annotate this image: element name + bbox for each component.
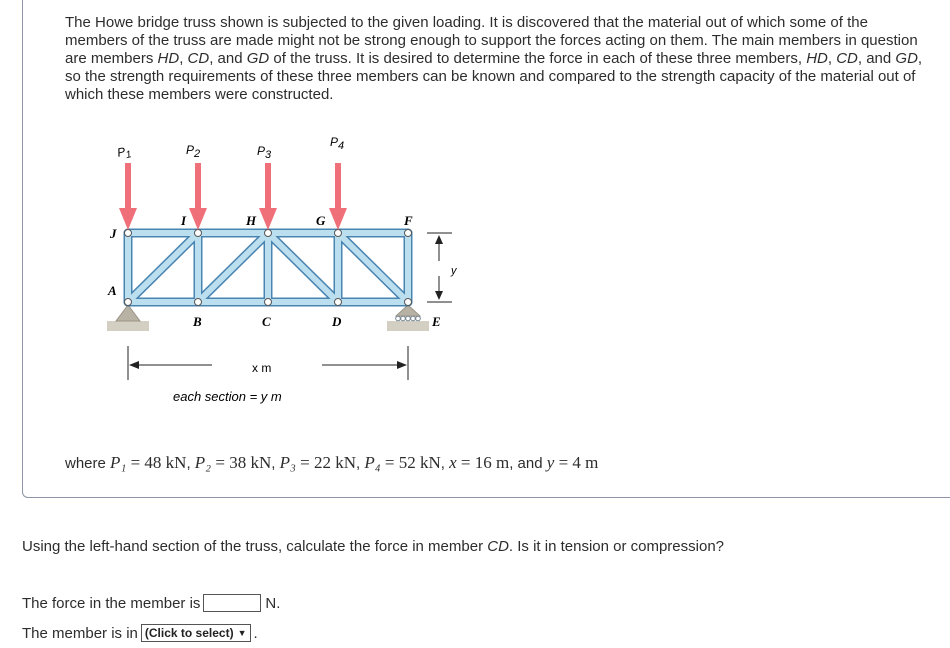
load-arrow-p3	[265, 163, 271, 210]
joint-label-f: F	[404, 213, 413, 228]
chevron-down-icon: ▼	[237, 628, 247, 638]
support-ground-right	[387, 321, 429, 331]
joint-label-e: E	[432, 314, 441, 329]
load-label-p3: P3	[257, 144, 272, 161]
joint-label-g: G	[316, 213, 326, 228]
each-section-label: each section = y m	[173, 389, 282, 404]
support-ground-left	[107, 321, 149, 331]
problem-statement: The Howe bridge truss shown is subjected to the given loading. It is discovered that the material out of which some of the members of the truss are made might not be strong enough to support the forces acting on them. The main members in question are members HD, CD, and GD of the truss. It is desired to determine the force in each of these three members, HD, CD, and GD, so the strength requirements of these three members can be known and compared to the strength capacity of the material out of which these members were constructed.	[65, 14, 923, 103]
joint-label-d: D	[332, 314, 342, 329]
state-label: The member is in	[22, 624, 138, 642]
joint-label-c: C	[262, 314, 271, 329]
tension-compression-select[interactable]: (Click to select) ▼	[141, 624, 251, 642]
load-arrow-p1	[125, 163, 131, 210]
joint-label-i: I	[181, 213, 187, 228]
dimension-y-label: y	[451, 265, 457, 277]
load-arrow-p2	[195, 163, 201, 210]
question-text: Using the left-hand section of the truss, calculate the force in member CD. Is it in tension or compression?	[22, 538, 725, 555]
joint-label-a: A	[108, 283, 117, 298]
load-arrows	[119, 163, 347, 230]
dimension-y	[427, 233, 452, 302]
joint-label-h: H	[246, 213, 257, 228]
state-answer-row: The member is in (Click to select) ▼ .	[22, 624, 258, 642]
joint-label-b: B	[193, 314, 202, 329]
roller-wheels	[396, 316, 421, 321]
joint-label-j: J	[110, 226, 117, 241]
roller-support-e	[396, 305, 420, 316]
given-values: where P₁ = 48 kN, P₂ = 38 kN, P₃ = 22 kN, P₄ = 52 kN, x = 16 m, and y = 4 m	[65, 453, 599, 472]
force-label: The force in the member is	[22, 594, 201, 612]
pin-support-a	[116, 305, 140, 321]
load-arrow-p4	[335, 163, 341, 210]
force-answer-row	[22, 594, 280, 612]
truss-members-fill	[128, 233, 408, 302]
load-label-p1: $P_1$	[115, 144, 133, 162]
load-label-p2: P2	[186, 143, 201, 160]
load-label-p4: P4	[330, 135, 345, 152]
force-unit: N.	[265, 594, 281, 612]
force-input[interactable]	[203, 594, 261, 612]
dimension-x-label: x m	[252, 361, 272, 375]
